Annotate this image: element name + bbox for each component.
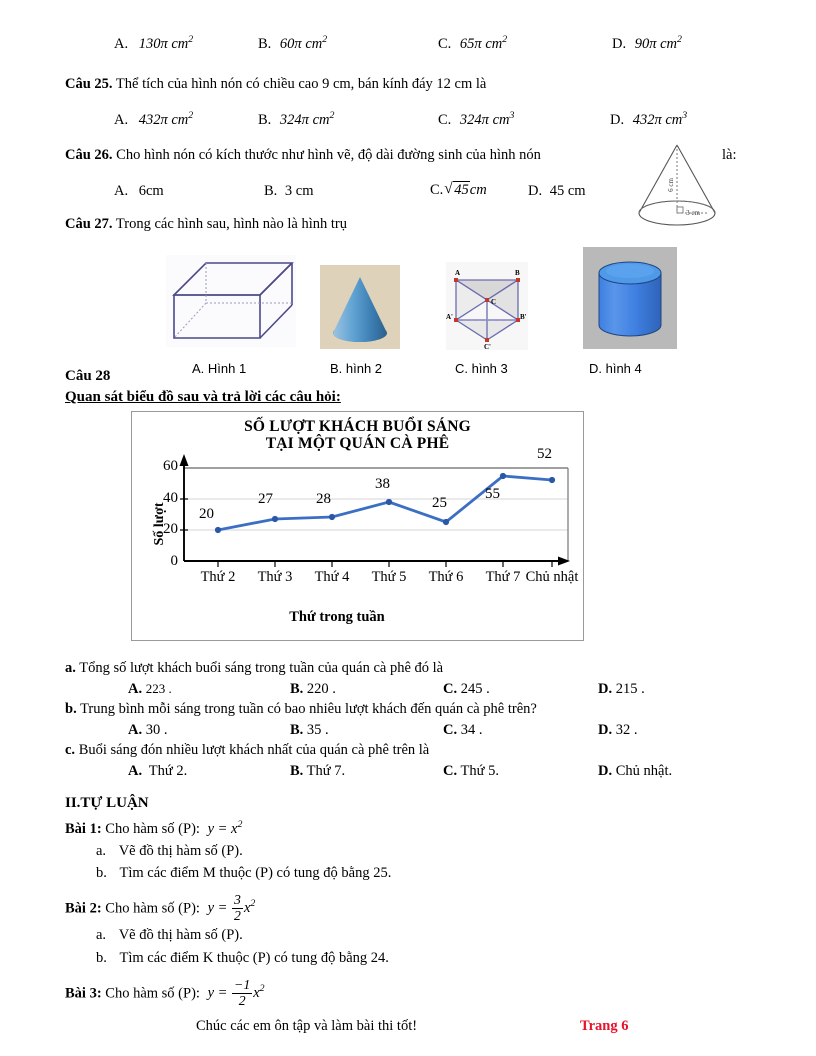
q26-number: Câu 26. xyxy=(65,147,113,163)
q28a-option-c-text: 245 . xyxy=(460,681,490,697)
prism-vertex-a-prime: A' xyxy=(446,313,453,321)
q28b-option-b-text: 35 . xyxy=(306,722,329,738)
q28b-id: b. xyxy=(65,701,77,717)
q26-question xyxy=(65,147,541,164)
fraction-minus1-over-2 xyxy=(232,978,252,1008)
essay-item-2: Bài 2: Cho hàm số (P): y = $\frac{3}{2}$ $x^2$ xyxy=(65,892,256,923)
q28c-option-a xyxy=(128,763,187,780)
q25-question xyxy=(65,76,486,93)
q26-option-b xyxy=(264,183,314,200)
essay-item-2-lead: Cho hàm số (P): xyxy=(105,900,200,917)
chart-xtick-3: Thứ 5 xyxy=(371,569,407,585)
essay-item-2-rhs: x xyxy=(243,900,251,917)
q25-text: Thể tích của hình nón có chiều cao 9 cm, bán kính đáy 12 cm là xyxy=(115,76,487,92)
essay-item-2-sub-b-text: Tìm các điểm K thuộc (P) có tung độ bằng 24. xyxy=(119,950,389,966)
q28a-option-d xyxy=(598,681,645,698)
chart-ytick-0: 0 xyxy=(170,553,178,569)
q25-option-d-unit: cm xyxy=(665,111,683,128)
q28b-text-row xyxy=(65,701,537,718)
essay-item-3-exp: 2 xyxy=(259,983,265,995)
essay-item-1-exp: 2 xyxy=(237,819,243,830)
sqrt-icon xyxy=(444,181,470,199)
q28b-option-a xyxy=(128,722,167,739)
q28c-text: Buổi sáng đón nhiều lượt khách nhất của quán cà phê trên là xyxy=(78,742,430,758)
q26-option-c-radicand: 45 xyxy=(454,182,469,198)
figure-caption-4: D. hình 4 xyxy=(589,361,642,376)
q28a-option-b-text: 220 . xyxy=(306,681,336,697)
chart-data-label-1: 27 xyxy=(258,491,273,507)
q28c-option-b-text: Thứ 7. xyxy=(306,763,346,779)
q28b-text: Trung bình mỗi sáng trong tuần có bao nhiêu lượt khách đến quán cà phê trên? xyxy=(80,701,537,717)
essay-item-2-frac-num: 3 xyxy=(234,892,241,907)
q25-option-c: C. 324π $cm^3$ xyxy=(438,110,515,128)
q28a-option-a-letter: A. xyxy=(128,681,143,697)
q24-option-c: C. 65π $cm^2$ xyxy=(438,34,508,52)
chart-data-label-4: 25 xyxy=(432,495,447,511)
essay-item-1-sub-b-text: Tìm các điểm M thuộc (P) có tung độ bằng 25. xyxy=(119,865,392,881)
q28c-option-d-text: Chủ nhật. xyxy=(615,763,673,779)
essay-item-3-frac-den: 2 xyxy=(232,993,252,1009)
figure-caption-3: C. hình 3 xyxy=(455,361,508,376)
q24-option-a-letter: A. xyxy=(114,35,129,52)
q28a-text-row xyxy=(65,660,443,677)
q28b-option-a-text: 30 . xyxy=(145,722,168,738)
q28c-option-a-letter: A. xyxy=(128,763,143,779)
q24-option-a: A. 130π $cm^2$ xyxy=(114,34,194,52)
q27-question xyxy=(65,216,347,233)
cylinder-svg xyxy=(583,247,677,349)
chart-title-line1: SỐ LƯỢT KHÁCH BUỔI SÁNG xyxy=(244,418,471,435)
essay-item-3-frac-num: −1 xyxy=(234,977,251,992)
essay-item-1-var: y xyxy=(207,820,214,837)
chart-ytick-40: 40 xyxy=(163,490,178,506)
q28c-option-c-letter: C. xyxy=(443,763,458,779)
essay-item-2-label: Bài 2: xyxy=(65,900,102,917)
essay-item-1-label: Bài 1: xyxy=(65,820,102,837)
q25-option-b-exp: 2 xyxy=(329,110,335,121)
q28b-option-b-letter: B. xyxy=(290,722,304,738)
q24-option-c-exp: 2 xyxy=(502,34,508,45)
q26-option-c xyxy=(430,181,487,199)
chart-data-label-6: 52 xyxy=(537,446,552,462)
q24-option-d-unit: cm xyxy=(660,35,678,52)
q24-option-b-letter: B. xyxy=(258,35,272,52)
q28a-option-d-letter: D. xyxy=(598,681,613,697)
q28b-option-c-letter: C. xyxy=(443,722,458,738)
essay-item-2-sub-a-text: Vẽ đồ thị hàm số (P). xyxy=(118,927,243,943)
q28a-option-d-text: 215 . xyxy=(615,681,645,697)
q25-option-d-value: 432 xyxy=(632,111,655,128)
q28c-option-d-letter: D. xyxy=(598,763,613,779)
q24-option-a-exp: 2 xyxy=(188,34,194,45)
q25-option-b-value: 324 xyxy=(279,111,302,128)
q24-option-c-letter: C. xyxy=(438,35,452,52)
chart-xtick-2: Thứ 4 xyxy=(314,569,350,585)
essay-item-1-rhs: x xyxy=(231,820,238,837)
q28-number: Câu 28 xyxy=(65,368,111,384)
page-number: Trang 6 xyxy=(580,1018,629,1034)
cone-radius-label: 3 cm xyxy=(686,209,700,217)
q28c-option-a-text: Thứ 2. xyxy=(148,763,188,779)
essay-item-2-sub-a xyxy=(96,927,243,944)
chart-ytick-60: 60 xyxy=(163,458,178,474)
figure-caption-2: B. hình 2 xyxy=(330,361,383,376)
q28b-option-d xyxy=(598,722,637,739)
q26-option-d-text: 45 cm xyxy=(549,183,586,199)
q27-text: Trong các hình sau, hình nào là hình trụ xyxy=(115,216,347,232)
q26-option-a-letter: A. xyxy=(114,183,129,199)
q28a-id: a. xyxy=(65,660,76,676)
chart-plot xyxy=(132,412,585,642)
essay-item-2-sub-b-id: b. xyxy=(96,950,107,966)
q25-option-d: D. 432π $cm^3$ xyxy=(610,110,688,128)
q24-option-d-value: 90 xyxy=(634,35,650,52)
q25-option-d-exp: 3 xyxy=(682,110,688,121)
q28c-option-c-text: Thứ 5. xyxy=(460,763,499,779)
chart-xtick-4: Thứ 6 xyxy=(428,569,464,585)
q25-option-c-unit: cm xyxy=(492,111,510,128)
prism-vertex-a: A xyxy=(455,269,461,277)
q28a-option-a xyxy=(128,681,172,698)
chart-x-axis-title: Thứ trong tuần xyxy=(289,609,385,625)
chart-container xyxy=(131,411,584,641)
q25-option-a: A. 432π $cm^2$ xyxy=(114,110,194,128)
essay-item-3-lead: Cho hàm số (P): xyxy=(105,985,200,1002)
q26-tail: là: xyxy=(722,147,737,163)
q28a-option-a-text: 223 . xyxy=(145,681,172,696)
essay-item-3-var: y xyxy=(207,985,214,1002)
prism-vertex-b-prime: B' xyxy=(520,313,527,321)
q27-number: Câu 27. xyxy=(65,216,113,232)
q26-option-b-text: 3 cm xyxy=(284,183,314,199)
q25-option-a-unit: cm xyxy=(171,111,189,128)
chart-xtick-0: Thứ 2 xyxy=(200,569,236,585)
q28c-id: c. xyxy=(65,742,76,758)
q25-option-a-value: 432 xyxy=(138,111,161,128)
q26-option-c-suffix: cm xyxy=(469,182,487,198)
q26-option-a xyxy=(114,183,164,200)
q28b-option-c-text: 34 . xyxy=(460,722,483,738)
essay-item-1-lead: Cho hàm số (P): xyxy=(105,820,200,837)
essay-item-1-sub-a xyxy=(96,843,243,860)
figure-cone xyxy=(320,265,400,354)
q25-option-c-value: 324 xyxy=(459,111,482,128)
essay-item-2-sub-a-id: a. xyxy=(96,927,107,943)
q28c-option-b-letter: B. xyxy=(290,763,304,779)
q28b-option-a-letter: A. xyxy=(128,722,143,738)
fraction-3-over-2 xyxy=(232,893,243,923)
q24-option-a-value: 130 xyxy=(138,35,161,52)
q28c-option-b xyxy=(290,763,345,780)
chart-data-label-5: 55 xyxy=(485,486,500,502)
prism-svg xyxy=(446,262,528,350)
q24-option-c-unit: cm xyxy=(485,35,503,52)
essay-item-1-sub-a-text: Vẽ đồ thị hàm số (P). xyxy=(118,843,243,859)
essay-item-3-label: Bài 3: xyxy=(65,985,102,1002)
q25-option-c-letter: C. xyxy=(438,111,452,128)
q24-option-b-exp: 2 xyxy=(322,34,328,45)
q26-option-a-text: 6cm xyxy=(138,183,164,199)
chart-xtick-5: Thứ 7 xyxy=(485,569,521,585)
q25-number: Câu 25. xyxy=(65,76,113,92)
essay-item-1-sub-b xyxy=(96,865,391,882)
q26-option-d-letter: D. xyxy=(528,183,543,199)
prism-vertex-c: C xyxy=(491,298,497,306)
essay-item-1-sub-b-id: b. xyxy=(96,865,107,881)
chart-xtick-6: Chủ nhật xyxy=(525,569,579,585)
figure-cylinder xyxy=(583,247,677,354)
chart-xtick-1: Thứ 3 xyxy=(257,569,293,585)
cone-svg xyxy=(632,140,722,232)
essay-item-1: Bài 1: Cho hàm số (P): $y = x^2$ xyxy=(65,819,243,837)
prism-vertex-b: B xyxy=(515,269,520,277)
q28a-option-b-letter: B. xyxy=(290,681,304,697)
q24-option-d-exp: 2 xyxy=(677,34,682,45)
cone-height-label: 6 cm xyxy=(667,178,675,192)
q24-option-c-value: 65 xyxy=(459,35,475,52)
essay-item-2-sub-b xyxy=(96,950,389,967)
q24-option-a-unit: cm xyxy=(171,35,189,52)
q24-option-d: D. 90π $cm^2$ xyxy=(612,34,682,52)
q25-option-c-exp: 3 xyxy=(509,110,515,121)
q26-option-c-letter: C. xyxy=(430,182,444,198)
figure-cuboid xyxy=(166,255,296,352)
q28c-option-c xyxy=(443,763,499,780)
footer-note: Chúc các em ôn tập và làm bài thi tốt! xyxy=(196,1018,418,1034)
cuboid-svg xyxy=(166,255,296,347)
q28b-option-d-text: 32 . xyxy=(615,722,638,738)
q25-option-a-letter: A. xyxy=(114,111,129,128)
q28b-option-d-letter: D. xyxy=(598,722,613,738)
q28-prompt: Quan sát biểu đồ sau và trả lời các câu hỏi: xyxy=(65,389,341,405)
q26-option-d xyxy=(528,183,586,200)
q25-option-b-letter: B. xyxy=(258,111,272,128)
chart-data-label-2: 28 xyxy=(316,491,331,507)
q26-text: Cho hình nón có kích thước như hình vẽ, độ dài đường sinh của hình nón xyxy=(116,147,541,163)
essay-heading: II.TỰ LUẬN xyxy=(65,795,149,811)
q24-option-b-unit: cm xyxy=(305,35,323,52)
q28a-option-b xyxy=(290,681,336,698)
q24-option-d-letter: D. xyxy=(612,35,627,52)
essay-item-3: Bài 3: Cho hàm số (P): y = $\frac{-1}{2}$ $x^2$ xyxy=(65,977,265,1008)
chart-data-label-0: 20 xyxy=(199,506,214,522)
q28a-option-c-letter: C. xyxy=(443,681,458,697)
cone-figure xyxy=(632,140,722,237)
essay-item-2-frac-den: 2 xyxy=(234,907,241,923)
essay-item-2-exp: 2 xyxy=(250,898,256,910)
q24-option-b-value: 60 xyxy=(279,35,295,52)
q25-option-b: B. 324π $cm^2$ xyxy=(258,110,335,128)
chart-y-axis-title: Số lượt xyxy=(152,502,167,546)
essay-item-1-sub-a-id: a. xyxy=(96,843,107,859)
cone-photo-svg xyxy=(320,265,400,349)
q28c-text-row xyxy=(65,742,429,759)
figure-caption-1: A. Hình 1 xyxy=(192,361,247,376)
q28c-option-d xyxy=(598,763,672,780)
q26-option-b-letter: B. xyxy=(264,183,278,199)
q25-option-a-exp: 2 xyxy=(188,110,194,121)
q24-option-b: B. 60π $cm^2$ xyxy=(258,34,328,52)
q25-option-d-letter: D. xyxy=(610,111,625,128)
figure-prism xyxy=(446,262,528,355)
prism-vertex-c-prime: C' xyxy=(484,343,491,350)
chart-title-line2: TẠI MỘT QUÁN CÀ PHÊ xyxy=(265,435,450,453)
q25-option-b-unit: cm xyxy=(312,111,330,128)
chart-ytick-20: 20 xyxy=(163,521,178,537)
q28a-text: Tổng số lượt khách buổi sáng trong tuần của quán cà phê đó là xyxy=(79,660,444,676)
essay-item-2-var: y xyxy=(207,900,214,917)
essay-item-3-rhs: x xyxy=(253,985,260,1002)
chart-data-label-3: 38 xyxy=(375,476,390,492)
q28b-option-c xyxy=(443,722,482,739)
q28a-option-c xyxy=(443,681,490,698)
q28b-option-b xyxy=(290,722,329,739)
